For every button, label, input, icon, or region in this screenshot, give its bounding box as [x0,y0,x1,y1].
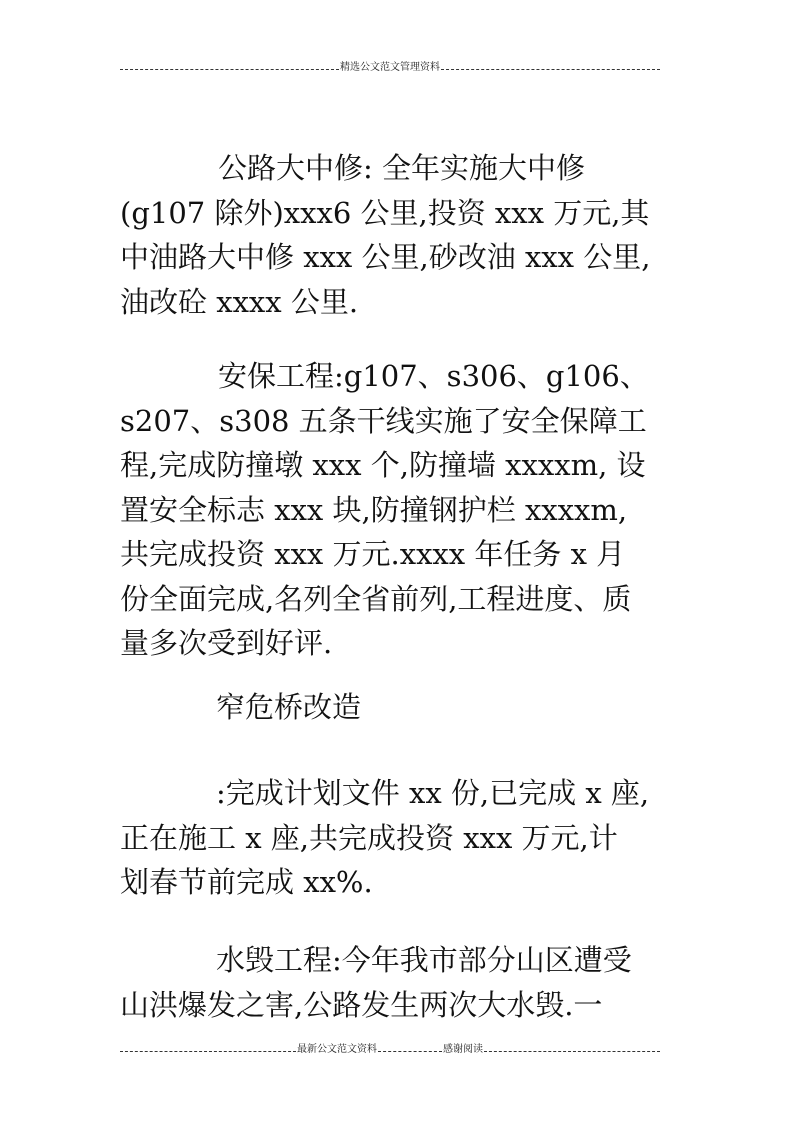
footer-dash-right [484,1051,660,1052]
paragraph-line: 量多次受到好评. [120,626,333,660]
header-dash-right [441,69,660,70]
paragraph-line: (g107 除外)xxx6 公里,投资 xxx 万元,其 [120,195,650,230]
paragraph-line: 程,完成防撞墩 xxx 个,防撞墙 xxxxm, 设 [120,448,646,482]
paragraph-safety-project [120,354,680,666]
footer-left-text: 最新公文范文资料 [297,1044,377,1055]
paragraph-line: 份全面完成,名列全省前列,工程进度、质 [120,581,632,616]
footer-dash-middle [378,1051,442,1052]
paragraph-road-repair [120,146,680,324]
paragraph-line: 中油路大中修 xxx 公里,砂改油 xxx 公里, [120,240,651,274]
paragraph-line: 置安全标志 xxx 块,防撞钢护栏 xxxxm, [120,492,628,527]
paragraph-line: 划春节前完成 xx%. [120,865,373,899]
paragraph-bridge-heading [120,685,680,730]
paragraph-line: s207、s308 五条干线实施了安全保障工 [120,403,647,438]
paragraph-line: 山洪爆发之害,公路发生两次大水毁.一 [120,987,603,1022]
page-footer [120,1044,660,1056]
paragraph-flood-damage [120,938,680,1027]
paragraph-line: 水毁工程:今年我市部分山区遭受 [216,943,632,977]
paragraph-line: 窄危桥改造 [216,690,362,724]
paragraph-line: 正在施工 x 座,共完成投资 xxx 万元,计 [120,820,618,855]
paragraph-line: 安保工程:g107、s306、g106、 [218,359,649,393]
footer-right-text: 感谢阅读 [443,1044,483,1055]
paragraph-line: :完成计划文件 xx 份,已完成 x 座, [216,776,650,810]
paragraph-line: 共完成投资 xxx 万元.xxxx 年任务 x 月 [120,537,626,571]
paragraph-line: 油改砼 xxxx 公里. [120,284,359,319]
page-header [120,62,660,74]
paragraph-bridge-detail [120,771,680,905]
paragraph-line: 公路大中修: 全年实施大中修 [218,151,585,185]
header-dash-left [120,69,339,70]
header-text: 精选公文范文管理资料 [340,62,440,73]
footer-dash-left [120,1051,296,1052]
